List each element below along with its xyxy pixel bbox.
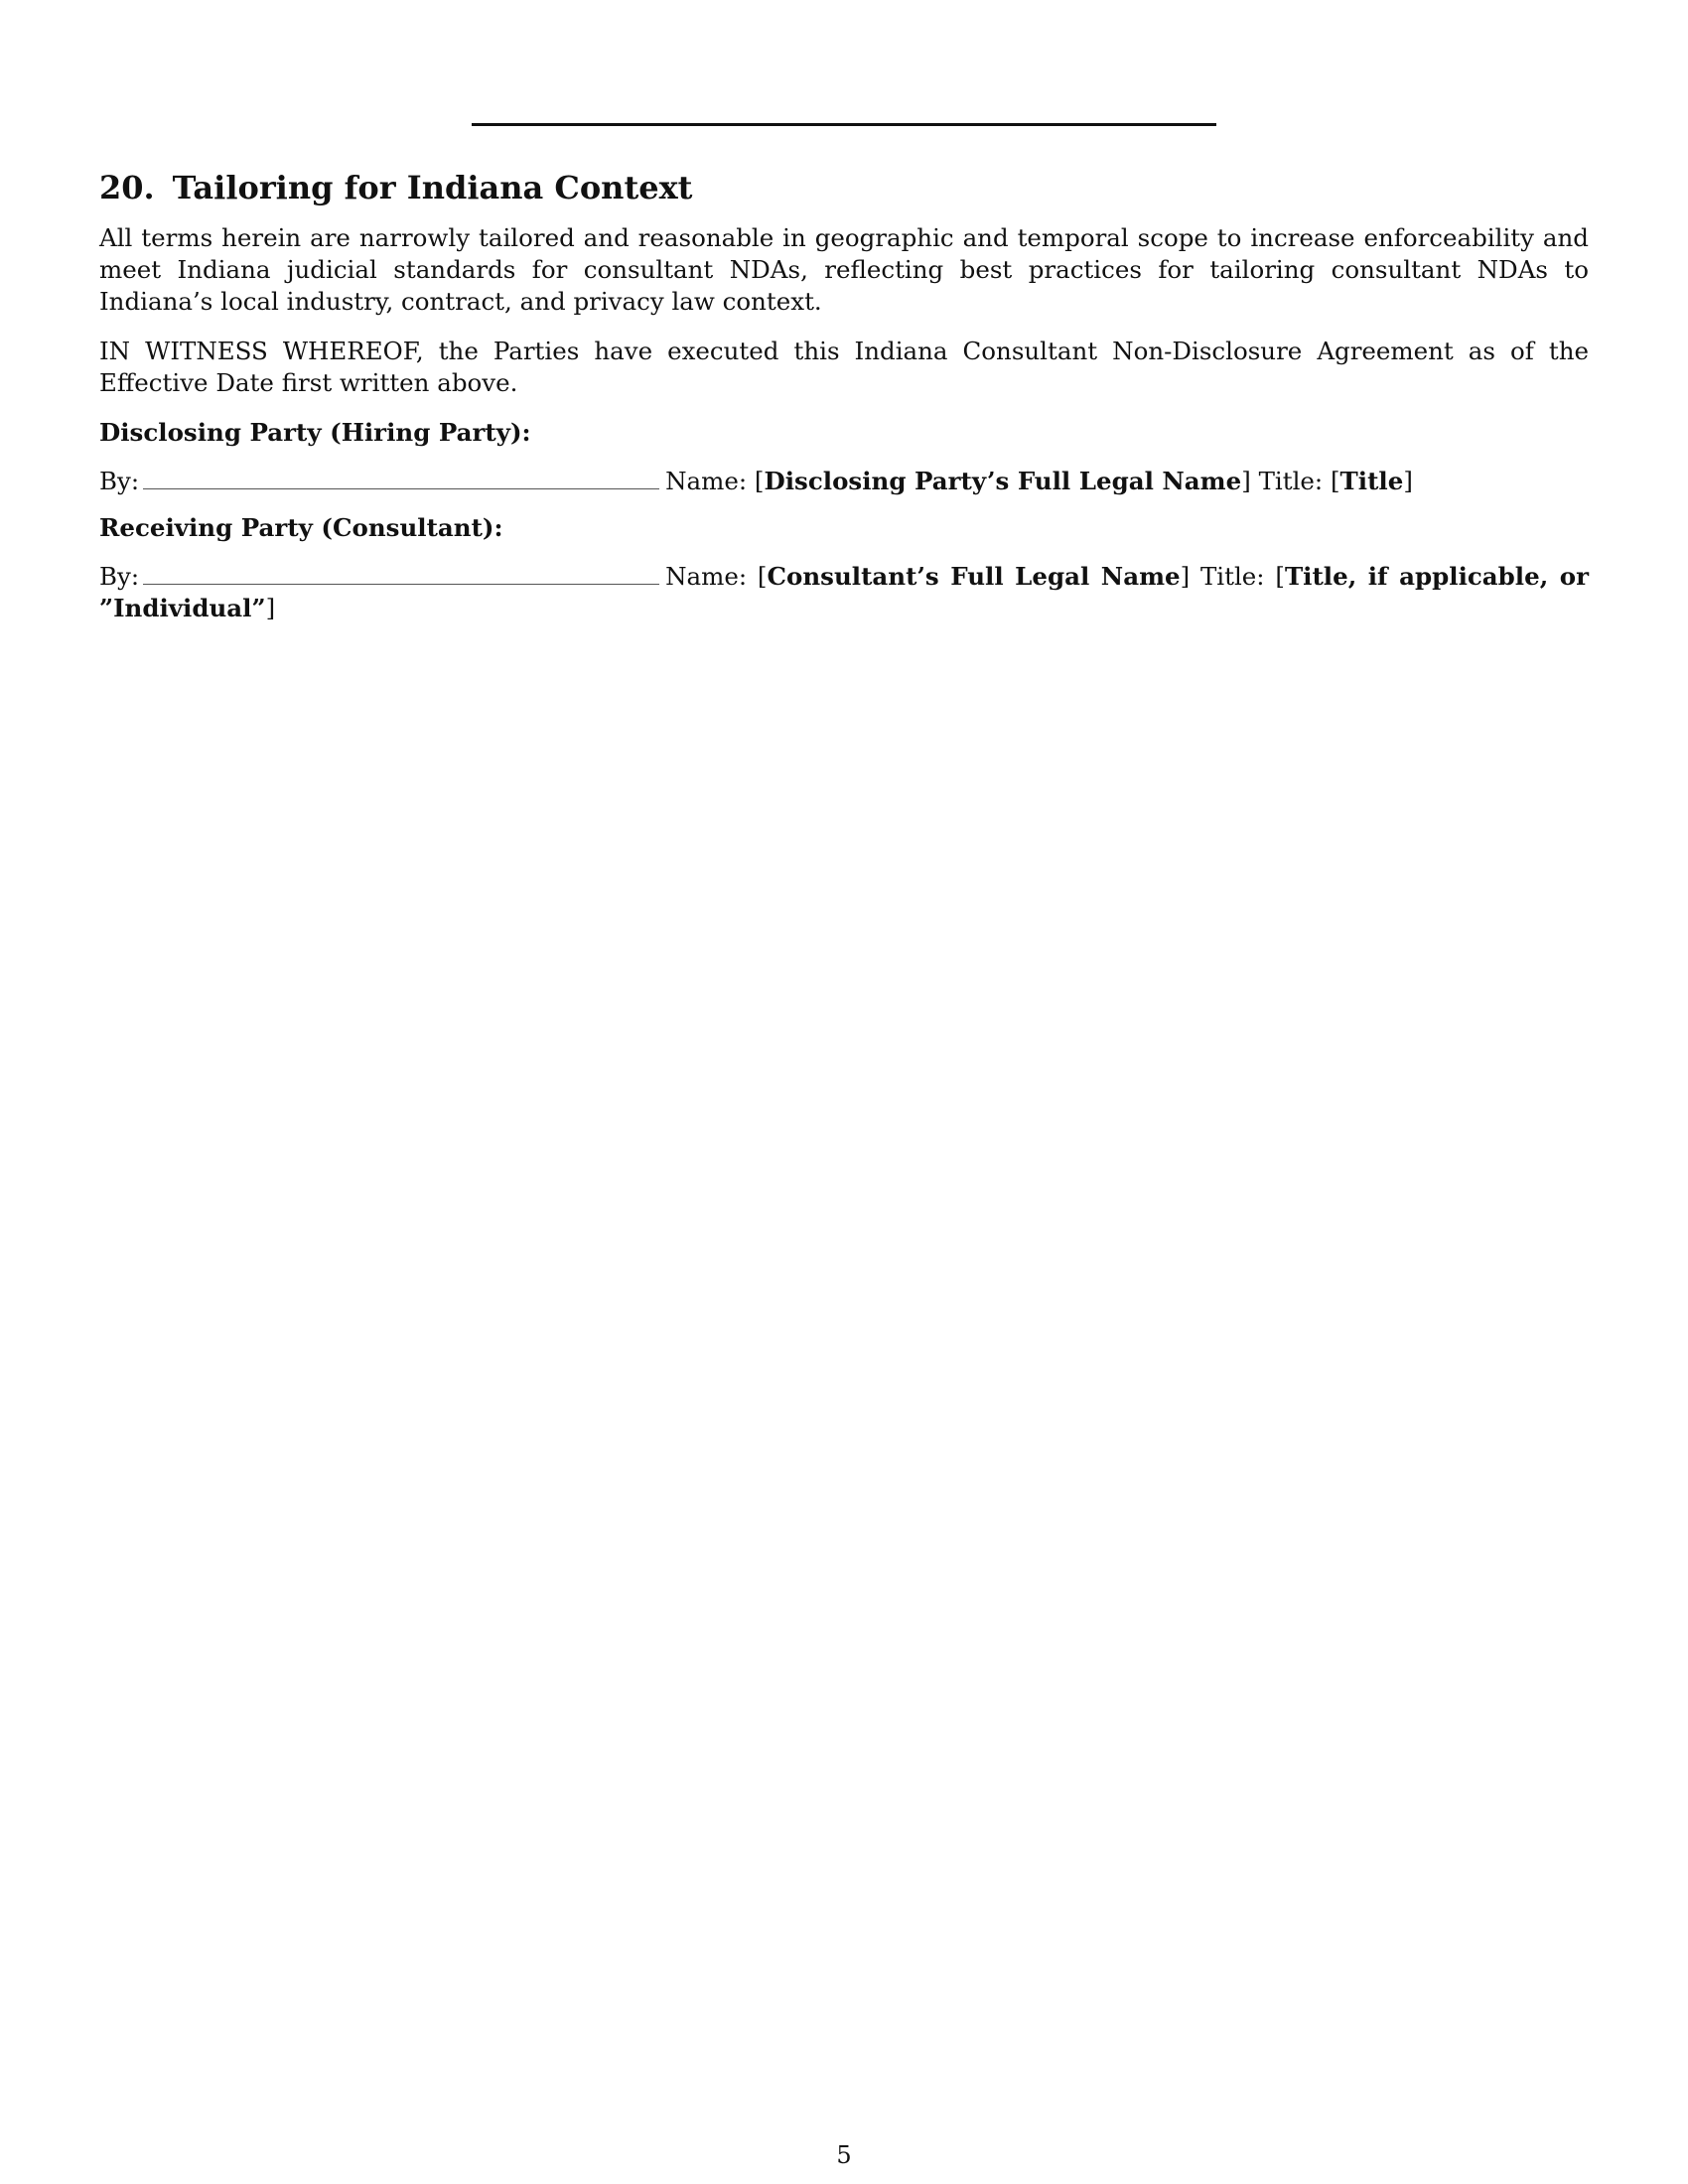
witness-paragraph: IN WITNESS WHEREOF, the Parties have executed this Indiana Consultant Non-Disclosure Agreement as of the Effective Date first written above. — [99, 337, 1589, 397]
by-label: By: — [99, 562, 140, 591]
disclosing-party-signature-line: By: Name: [Disclosing Party’s Full Legal Name] Title: [Title] — [99, 467, 1413, 495]
name-placeholder: Disclosing Party’s Full Legal Name — [764, 467, 1242, 495]
title-placeholder: Title — [1339, 467, 1404, 495]
section-number: 20. — [99, 169, 155, 206]
section-title: Tailoring for Indiana Context — [172, 169, 693, 206]
signature-blank[interactable] — [143, 562, 659, 585]
title-placeholder: Title, if applicable, or ”Individual” — [99, 562, 1589, 622]
disclosing-party-heading: Disclosing Party (Hiring Party): — [99, 418, 531, 447]
name-label: Name: — [665, 562, 748, 591]
receiving-party-signature-line: By: Name: [Consultant’s Full Legal Name] Title: [Title, if applicable, or ”Individual”] — [99, 562, 1589, 622]
page-number: 5 — [836, 2141, 852, 2169]
by-label: By: — [99, 467, 140, 495]
signature-blank[interactable] — [143, 467, 659, 489]
title-label: Title: — [1199, 562, 1265, 591]
name-placeholder: Consultant’s Full Legal Name — [767, 562, 1181, 591]
name-label: Name: — [665, 467, 748, 495]
section-body: All terms herein are narrowly tailored and reasonable in geographic and temporal scope to increase enforceability and meet Indiana judicial standards for consultant NDAs, reflecting best practices for tailoring consultant NDAs to Indiana’s local industry, contract, and privacy law context. — [99, 223, 1589, 316]
receiving-party-heading: Receiving Party (Consultant): — [99, 513, 503, 542]
top-rule-divider — [472, 123, 1216, 126]
section-heading — [99, 167, 1589, 208]
title-label: Title: — [1258, 467, 1324, 495]
document-content — [99, 167, 1589, 639]
